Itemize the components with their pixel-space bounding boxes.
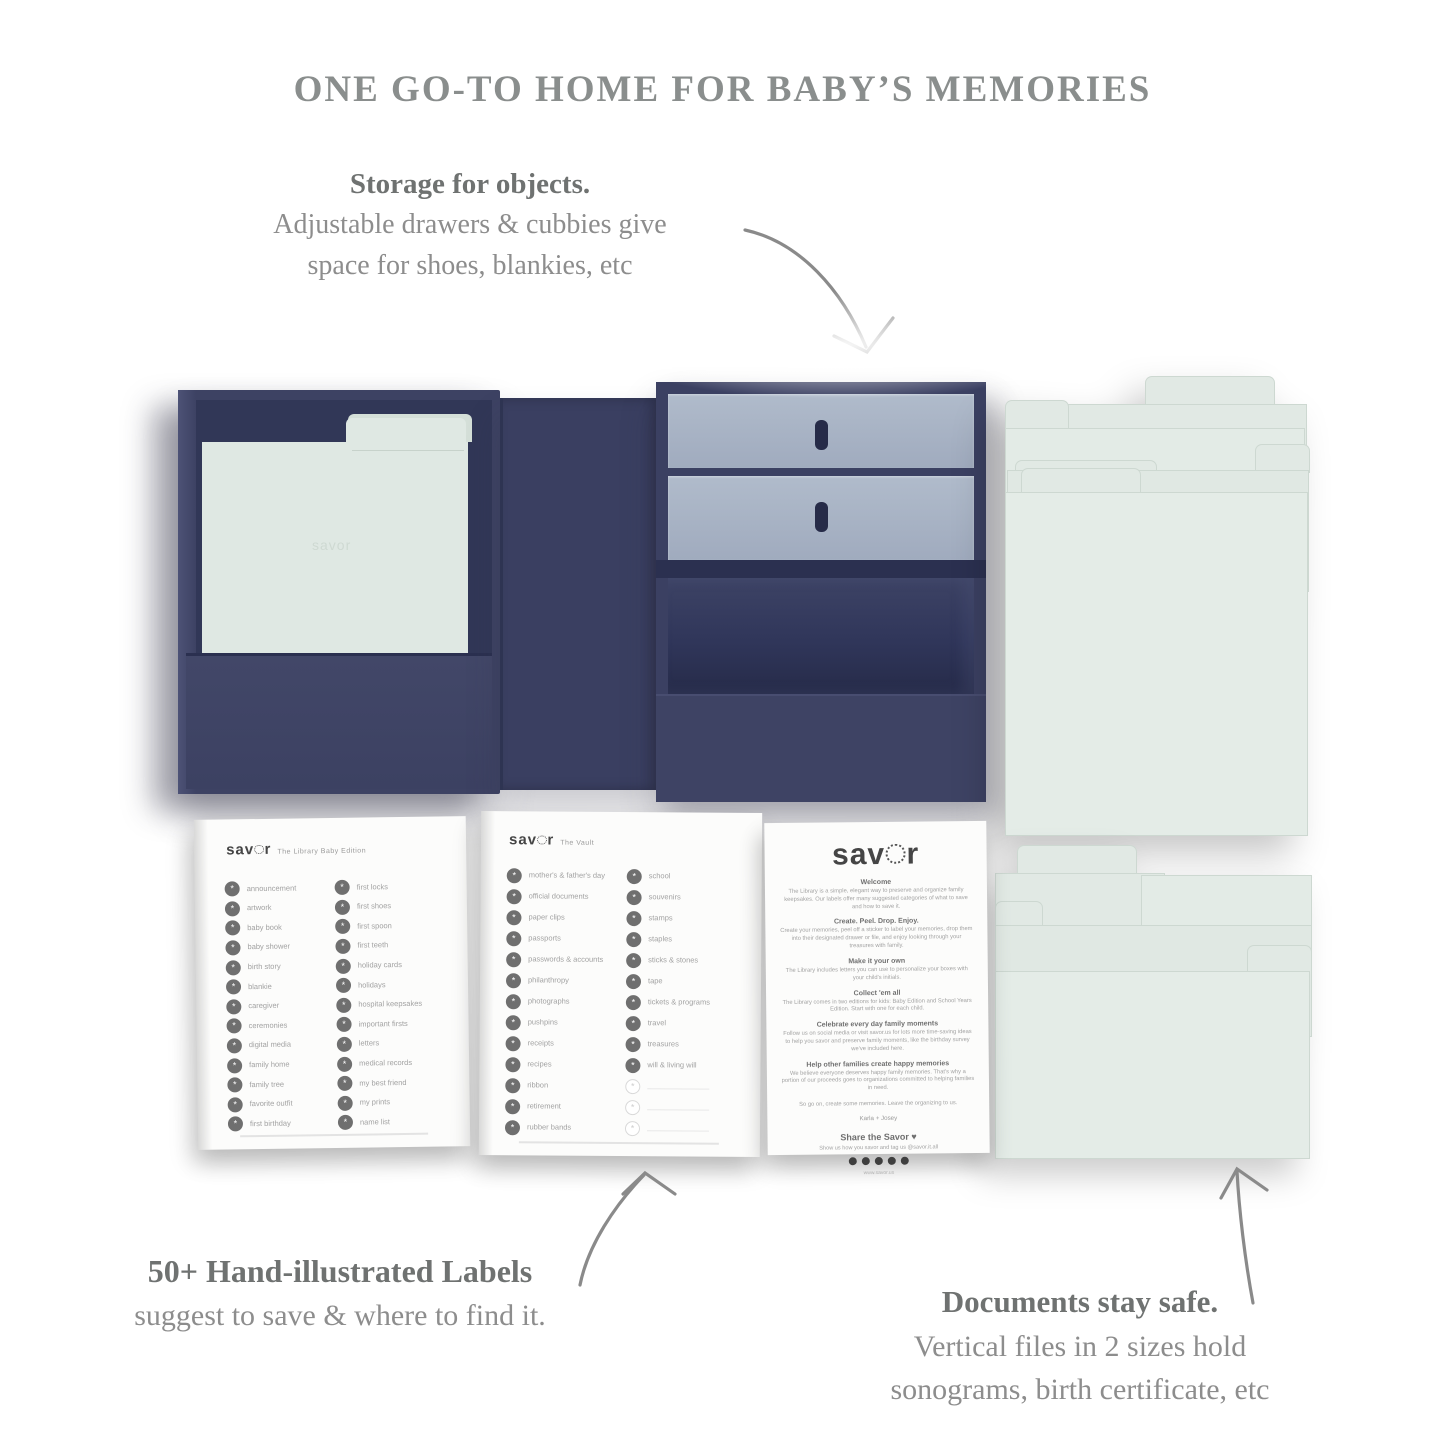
label-icon: * bbox=[505, 1099, 520, 1114]
label-item: * school bbox=[627, 866, 745, 888]
label-icon: * bbox=[228, 1117, 243, 1132]
label-icon: * bbox=[225, 940, 240, 955]
label-item: * sticks & stones bbox=[626, 950, 744, 972]
label-item: * caregiver bbox=[226, 996, 330, 1017]
file-tab bbox=[1017, 845, 1137, 876]
storage-note-heading: Storage for objects. bbox=[349, 168, 591, 200]
welcome-section: Make it your own The Library includes letters you can use to personalize your boxes with your child's initials. bbox=[785, 957, 968, 981]
label-item: * tape bbox=[626, 971, 744, 993]
label-icon: * bbox=[626, 911, 641, 926]
label-sheet-baby-edition bbox=[194, 816, 471, 1150]
storage-note bbox=[150, 163, 790, 286]
label-icon: * bbox=[227, 1038, 242, 1053]
unit-front-panel bbox=[656, 694, 986, 802]
label-item: * artwork bbox=[225, 898, 329, 919]
share-heading: Share the Savor ♥ bbox=[840, 1131, 917, 1143]
label-icon: * bbox=[226, 999, 241, 1014]
curved-arrow-icon bbox=[1200, 1150, 1290, 1320]
blank-label-item bbox=[625, 1097, 743, 1119]
label-sheet-vault bbox=[479, 811, 762, 1157]
label-icon: * bbox=[228, 1097, 243, 1112]
label-item: * passports bbox=[506, 928, 618, 950]
blank-label-rows bbox=[625, 1076, 743, 1140]
label-icon: * bbox=[627, 890, 642, 905]
write-in-line bbox=[647, 1109, 709, 1110]
label-item: * letters bbox=[337, 1033, 447, 1054]
label-icon: * bbox=[337, 1056, 352, 1071]
welcome-section: Welcome The Library is a simple, elegant way to preserve and organize family keepsakes. Our labels offer many suggested categories of what to save and how to save it. bbox=[784, 878, 968, 910]
label-item: * stamps bbox=[626, 908, 744, 930]
label-column-right bbox=[625, 866, 744, 1077]
label-item: * souvenirs bbox=[627, 887, 745, 909]
label-item: * recipes bbox=[505, 1054, 617, 1076]
dandelion-sketch-icon: * bbox=[625, 1100, 640, 1115]
label-item: * staples bbox=[626, 929, 744, 951]
label-icon: * bbox=[626, 953, 641, 968]
file-tab bbox=[1021, 468, 1141, 495]
label-item: * holidays bbox=[336, 974, 446, 995]
label-item: * photographs bbox=[506, 991, 618, 1013]
label-item: * pushpins bbox=[506, 1012, 618, 1034]
label-icon: * bbox=[506, 931, 521, 946]
embossed-logo: savor bbox=[312, 537, 352, 553]
file-tab bbox=[995, 901, 1043, 928]
box-spine-panel bbox=[500, 398, 661, 790]
label-icon: * bbox=[506, 994, 521, 1009]
label-icon: * bbox=[507, 868, 522, 883]
social-icons bbox=[768, 1156, 990, 1166]
label-item: * first shoes bbox=[335, 896, 445, 917]
label-item: * will & living will bbox=[625, 1055, 743, 1077]
label-icon: * bbox=[626, 974, 641, 989]
label-item: * my best friend bbox=[337, 1072, 447, 1093]
label-item: * ceremonies bbox=[226, 1015, 330, 1036]
label-icon: * bbox=[627, 869, 642, 884]
label-icon: * bbox=[506, 952, 521, 967]
label-icon: * bbox=[505, 1057, 520, 1072]
label-icon: * bbox=[225, 921, 240, 936]
label-item: * blankie bbox=[226, 976, 330, 997]
label-icon: * bbox=[225, 882, 240, 897]
label-item: * important firsts bbox=[336, 1014, 446, 1035]
label-icon: * bbox=[226, 960, 241, 975]
blank-label-item bbox=[625, 1118, 743, 1140]
label-item: * first birthday bbox=[228, 1113, 332, 1134]
dandelion-sketch-icon: * bbox=[625, 1079, 640, 1094]
label-item: * family tree bbox=[227, 1074, 331, 1095]
label-icon: * bbox=[507, 889, 522, 904]
label-icon: * bbox=[225, 901, 240, 916]
savor-logo: sav r bbox=[226, 840, 272, 859]
label-item: * my prints bbox=[338, 1092, 448, 1113]
label-item: * retirement bbox=[505, 1096, 617, 1118]
dandelion-icon bbox=[255, 844, 265, 854]
vertical-files-small bbox=[995, 845, 1310, 1160]
folder-tab-seam bbox=[352, 440, 464, 451]
label-icon: * bbox=[505, 1078, 520, 1093]
storage-note-line2: space for shoes, blankies, etc bbox=[307, 249, 633, 281]
label-item: * travel bbox=[626, 1013, 744, 1035]
label-icon: * bbox=[227, 1077, 242, 1092]
documents-note-heading: Documents stay safe. bbox=[941, 1284, 1219, 1319]
box-front-pocket bbox=[186, 653, 492, 789]
label-icon: * bbox=[338, 1115, 353, 1130]
sheet-fold bbox=[479, 811, 495, 1155]
vertical-files-large bbox=[1005, 376, 1308, 834]
label-item: * passwords & accounts bbox=[506, 949, 618, 971]
label-icon: * bbox=[335, 919, 350, 934]
label-icon: * bbox=[626, 932, 641, 947]
label-item: * receipts bbox=[506, 1033, 618, 1055]
label-item: * baby book bbox=[225, 917, 329, 938]
label-icon: * bbox=[335, 880, 350, 895]
sheet-fold bbox=[194, 820, 213, 1150]
social-icon bbox=[888, 1157, 896, 1165]
savor-logo: sav r bbox=[831, 837, 920, 872]
label-icon: * bbox=[335, 900, 350, 915]
edition-label: The Vault bbox=[560, 839, 595, 847]
dandelion-icon bbox=[537, 835, 547, 845]
label-icon: * bbox=[505, 1120, 520, 1135]
documents-note-line1: Vertical files in 2 sizes hold bbox=[913, 1329, 1247, 1363]
label-icon: * bbox=[336, 958, 351, 973]
label-icon: * bbox=[226, 1019, 241, 1034]
label-item: * birth story bbox=[226, 956, 330, 977]
label-icon: * bbox=[336, 978, 351, 993]
file-tab bbox=[1247, 945, 1312, 974]
label-icon: * bbox=[506, 910, 521, 925]
label-item: * first teeth bbox=[335, 935, 445, 956]
file-sheet-front bbox=[995, 971, 1310, 1159]
label-column-left bbox=[225, 878, 333, 1134]
label-item: * medical records bbox=[337, 1053, 447, 1074]
label-item: * rubber bands bbox=[505, 1117, 617, 1139]
storage-note-line1: Adjustable drawers & cubbies give bbox=[273, 209, 667, 241]
welcome-section: Help other families create happy memories We believe everyone deserves happy family memories. That's why a portion of our proceeds goes to organizations committed to helping families in need. bbox=[781, 1059, 975, 1092]
social-icon bbox=[862, 1157, 870, 1165]
page-title: ONE GO-TO HOME FOR BABY’S MEMORIES bbox=[293, 69, 1152, 110]
label-icon: * bbox=[626, 995, 641, 1010]
label-icon: * bbox=[337, 1076, 352, 1091]
label-icon: * bbox=[626, 1016, 641, 1031]
label-item: * first spoon bbox=[335, 916, 445, 937]
label-item: * treasures bbox=[626, 1034, 744, 1056]
welcome-section: Collect 'em all The Library comes in two editions for kids: Baby Edition and School Years Edition. Start with one for each child. bbox=[782, 989, 972, 1013]
drawer-bottom bbox=[668, 476, 974, 560]
fine-print bbox=[519, 1141, 719, 1144]
label-item: * family home bbox=[227, 1054, 331, 1075]
label-icon: * bbox=[626, 1037, 641, 1052]
label-item: * name list bbox=[338, 1112, 448, 1133]
label-item: * paper clips bbox=[506, 907, 618, 929]
drawer-top bbox=[668, 394, 974, 468]
label-item: * philanthropy bbox=[506, 970, 618, 992]
social-icon bbox=[849, 1157, 857, 1165]
label-icon: * bbox=[336, 1017, 351, 1032]
welcome-section: Celebrate every day family moments Follow us on social media or visit savor.us for lots more time-saving ideas to help you savor and preserve family moments, like the birthday survey we've included here. bbox=[783, 1020, 972, 1053]
labels-note-line1: suggest to save & where to find it. bbox=[134, 1299, 546, 1333]
savor-logo: sav r bbox=[508, 831, 555, 849]
label-item: * ribbon bbox=[505, 1075, 617, 1097]
shelf-lip bbox=[656, 560, 986, 578]
drawer-handle-slot bbox=[815, 502, 828, 532]
label-icon: * bbox=[227, 1058, 242, 1073]
dandelion-sketch-icon: * bbox=[625, 1121, 640, 1136]
curved-arrow-icon bbox=[560, 1150, 700, 1300]
blank-label-item bbox=[625, 1076, 743, 1098]
label-icon: * bbox=[625, 1058, 640, 1073]
label-item: * favorite outfit bbox=[228, 1094, 332, 1115]
welcome-sections bbox=[765, 878, 989, 1094]
label-icon: * bbox=[337, 1037, 352, 1052]
label-icon: * bbox=[336, 998, 351, 1013]
file-sheet-front bbox=[1005, 492, 1308, 836]
open-cubby bbox=[668, 578, 974, 694]
write-in-line bbox=[647, 1130, 709, 1131]
label-item: * first locks bbox=[335, 876, 445, 897]
label-icon: * bbox=[506, 973, 521, 988]
signature: Karla + Josey bbox=[859, 1114, 898, 1123]
welcome-outro: So go on, create some memories. Leave the organizing to us. bbox=[799, 1100, 958, 1108]
label-icon: * bbox=[506, 1015, 521, 1030]
labels-note-heading: 50+ Hand-illustrated Labels bbox=[147, 1253, 533, 1289]
label-item: * baby shower bbox=[225, 937, 329, 958]
file-tab bbox=[1255, 444, 1310, 473]
website: www.savor.us bbox=[863, 1169, 895, 1177]
label-column-right bbox=[335, 876, 449, 1132]
label-item: * announcement bbox=[225, 878, 329, 899]
label-item: * holiday cards bbox=[336, 955, 446, 976]
file-folder bbox=[202, 442, 468, 662]
drawer-unit bbox=[656, 382, 986, 800]
file-tab bbox=[1005, 400, 1069, 431]
dandelion-icon bbox=[886, 844, 906, 864]
label-icon: * bbox=[338, 1096, 353, 1111]
label-item: * tickets & programs bbox=[626, 992, 744, 1014]
label-icon: * bbox=[226, 980, 241, 995]
drawer-handle-slot bbox=[815, 420, 828, 450]
label-item: * hospital keepsakes bbox=[336, 994, 446, 1015]
labels-note bbox=[60, 1248, 620, 1338]
edition-label: The Library Baby Edition bbox=[277, 847, 367, 856]
label-column-left bbox=[505, 865, 619, 1139]
welcome-card bbox=[764, 821, 989, 1177]
label-item: * mother's & father's day bbox=[507, 865, 619, 887]
write-in-line bbox=[647, 1088, 709, 1089]
keepsake-box-left-lid bbox=[178, 390, 500, 794]
share-body: Show us how you savor and tag us @savor.it.all bbox=[819, 1144, 939, 1152]
label-icon: * bbox=[335, 939, 350, 954]
documents-note-line2: sonograms, birth certificate, etc bbox=[890, 1373, 1270, 1407]
label-item: * official documents bbox=[507, 886, 619, 908]
welcome-section: Create. Peel. Drop. Enjoy. Create your memories, peel off a sticker to label your memories, drop them into their designated drawer or file, and enjoy looking through your treasures with family. bbox=[780, 917, 973, 950]
label-icon: * bbox=[506, 1036, 521, 1051]
social-icon bbox=[901, 1157, 909, 1165]
label-item: * digital media bbox=[227, 1035, 331, 1056]
social-icon bbox=[875, 1157, 883, 1165]
